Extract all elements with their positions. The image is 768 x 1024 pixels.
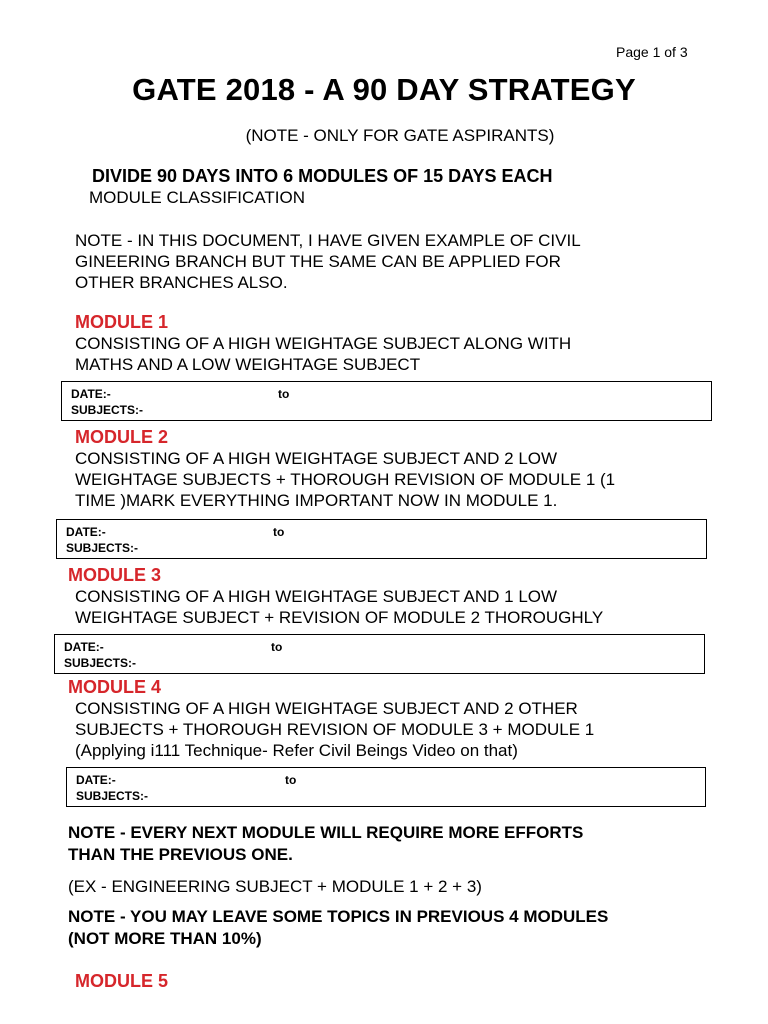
module-4-date-box: [66, 767, 706, 807]
to-label: to: [271, 640, 283, 654]
divide-heading: DIVIDE 90 DAYS INTO 6 MODULES OF 15 DAYS EACH: [92, 166, 553, 186]
module-line: CONSISTING OF A HIGH WEIGHTAGE SUBJECT AND 2 OTHER: [75, 699, 578, 718]
leave-topics-note-line: (NOT MORE THAN 10%): [68, 929, 262, 948]
module-line: WEIGHTAGE SUBJECTS + THOROUGH REVISION OF MODULE 1 (1: [75, 470, 616, 489]
module-line: TIME )MARK EVERYTHING IMPORTANT NOW IN MODULE 1.: [75, 491, 558, 510]
module-line: CONSISTING OF A HIGH WEIGHTAGE SUBJECT ALONG WITH: [75, 334, 572, 353]
module-3-date-box: [54, 634, 705, 674]
example-text: (EX - ENGINEERING SUBJECT + MODULE 1 + 2 + 3): [68, 877, 482, 896]
module-line: CONSISTING OF A HIGH WEIGHTAGE SUBJECT AND 1 LOW: [75, 587, 558, 606]
module-4-description: [75, 698, 594, 761]
intro-note: [75, 230, 581, 293]
leave-topics-note: [68, 906, 608, 950]
module-line: WEIGHTAGE SUBJECT + REVISION OF MODULE 2 THOROUGHLY: [75, 608, 604, 627]
module-1-description: [75, 333, 571, 375]
subjects-label: SUBJECTS:-: [66, 541, 139, 555]
leave-topics-note-line: NOTE - YOU MAY LEAVE SOME TOPICS IN PREVIOUS 4 MODULES: [68, 907, 609, 926]
intro-note-line: GINEERING BRANCH BUT THE SAME CAN BE APPLIED FOR: [75, 252, 561, 271]
module-1-date-box: [61, 381, 712, 421]
module-5-title: MODULE 5: [75, 971, 169, 991]
module-2-title: MODULE 2: [75, 427, 169, 447]
subjects-label: SUBJECTS:-: [64, 656, 137, 670]
subjects-label: SUBJECTS:-: [71, 403, 144, 417]
to-label: to: [278, 387, 290, 401]
subjects-label: SUBJECTS:-: [76, 789, 149, 803]
module-3-description: [75, 586, 603, 628]
subtitle-note: (NOTE - ONLY FOR GATE ASPIRANTS): [245, 126, 555, 145]
date-label: DATE:-: [71, 387, 111, 401]
module-1-title: MODULE 1: [75, 312, 169, 332]
module-line: MATHS AND A LOW WEIGHTAGE SUBJECT: [75, 355, 421, 374]
efforts-note: [68, 822, 583, 866]
module-2-date-box: [56, 519, 707, 559]
document-title: GATE 2018 - A 90 DAY STRATEGY: [132, 72, 636, 107]
date-label: DATE:-: [66, 525, 106, 539]
to-label: to: [285, 773, 297, 787]
module-line: CONSISTING OF A HIGH WEIGHTAGE SUBJECT AND 2 LOW: [75, 449, 558, 468]
module-line: (Applying i111 Technique- Refer Civil Beings Video on that): [75, 741, 518, 760]
module-line: SUBJECTS + THOROUGH REVISION OF MODULE 3 + MODULE 1: [75, 720, 595, 739]
to-label: to: [273, 525, 285, 539]
intro-note-line: OTHER BRANCHES ALSO.: [75, 273, 288, 292]
page-number: Page 1 of 3: [616, 44, 688, 60]
module-3-title: MODULE 3: [68, 565, 162, 585]
date-label: DATE:-: [64, 640, 104, 654]
module-4-title: MODULE 4: [68, 677, 162, 697]
classification-label: MODULE CLASSIFICATION: [89, 188, 305, 207]
date-label: DATE:-: [76, 773, 116, 787]
efforts-note-line: THAN THE PREVIOUS ONE.: [68, 845, 293, 864]
intro-note-line: NOTE - IN THIS DOCUMENT, I HAVE GIVEN EXAMPLE OF CIVIL: [75, 231, 581, 250]
module-2-description: [75, 448, 615, 511]
efforts-note-line: NOTE - EVERY NEXT MODULE WILL REQUIRE MORE EFFORTS: [68, 823, 584, 842]
